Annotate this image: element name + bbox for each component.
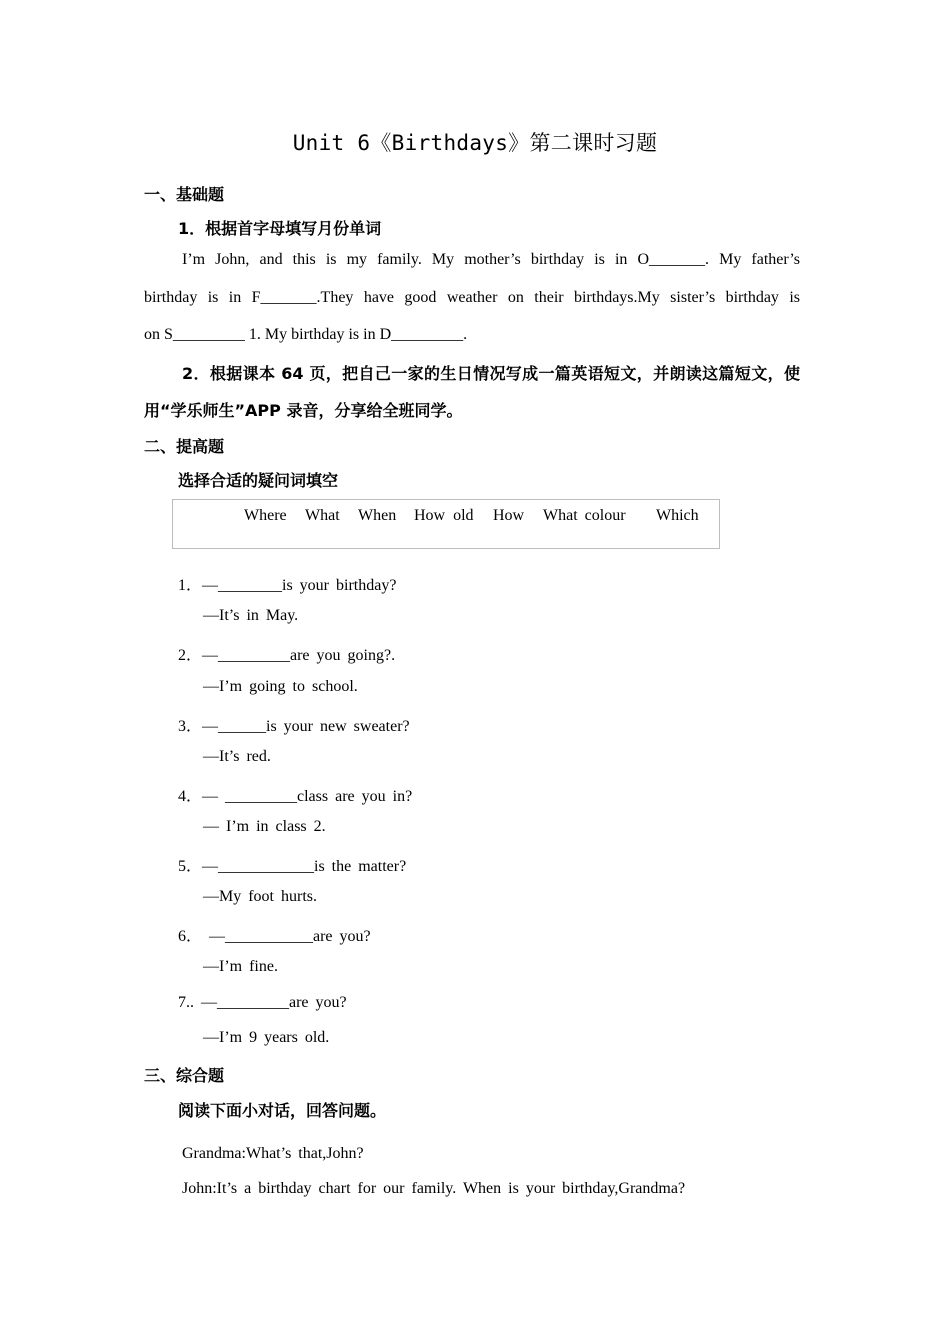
task1-label: 1．根据首字母填写月份单词 <box>178 219 382 238</box>
task2-line-1: 2．根据课本 64 页，把自己一家的生日情况写成一篇英语短文，并朗读这篇短文，使 <box>182 364 800 383</box>
task1-line-2: birthday is in F_______.They have good weather on their birthdays.My sister’s birthday is <box>144 289 800 306</box>
section-comprehensive-heading: 三、综合题 <box>144 1066 225 1085</box>
word-bank-item: When <box>358 507 397 524</box>
task1-line-1: I’m John, and this is my family. My mother’s birthday is in O_______. My father’s <box>182 251 800 268</box>
comprehensive-instruction: 阅读下面小对话，回答问题。 <box>178 1101 387 1120</box>
task2-line-2: 用“学乐师生”APP 录音，分享给全班同学。 <box>144 401 463 420</box>
answer-7: —I’m 9 years old. <box>203 1029 330 1046</box>
task1-line-3: on S_________ 1. My birthday is in D_________. <box>144 326 468 343</box>
question-1: 1．—________is your birthday? <box>178 577 397 594</box>
word-bank-item: What colour <box>543 507 626 524</box>
section-advanced-heading: 二、提高题 <box>144 437 225 456</box>
answer-4: — I’m in class 2. <box>203 818 326 835</box>
answer-6: —I’m fine. <box>203 958 278 975</box>
answer-2: —I’m going to school. <box>203 678 358 695</box>
question-4: 4．— _________class are you in? <box>178 788 413 805</box>
section-basic-heading: 一、基础题 <box>144 185 225 204</box>
word-bank-item: How old <box>414 507 474 524</box>
answer-5: —My foot hurts. <box>203 888 317 905</box>
word-bank-item: Where <box>244 507 287 524</box>
question-3: 3．—______is your new sweater? <box>178 718 410 735</box>
question-2: 2．—_________are you going?. <box>178 647 396 664</box>
question-6: 6． —___________are you? <box>178 928 371 945</box>
dialogue-line-2: John:It’s a birthday chart for our family. When is your birthday,Grandma? <box>182 1180 686 1197</box>
answer-1: —It’s in May. <box>203 607 299 624</box>
question-5: 5．—____________is the matter? <box>178 858 407 875</box>
word-bank-item: Which <box>656 507 699 524</box>
dialogue-line-1: Grandma:What’s that,John? <box>182 1145 364 1162</box>
word-bank-item: How <box>493 507 525 524</box>
page-title: Unit 6《Birthdays》第二课时习题 <box>292 131 658 155</box>
advanced-instruction: 选择合适的疑问词填空 <box>178 471 339 490</box>
question-7: 7.. —_________are you? <box>178 994 347 1011</box>
answer-3: —It’s red. <box>203 748 271 765</box>
word-bank-item: What <box>305 507 340 524</box>
